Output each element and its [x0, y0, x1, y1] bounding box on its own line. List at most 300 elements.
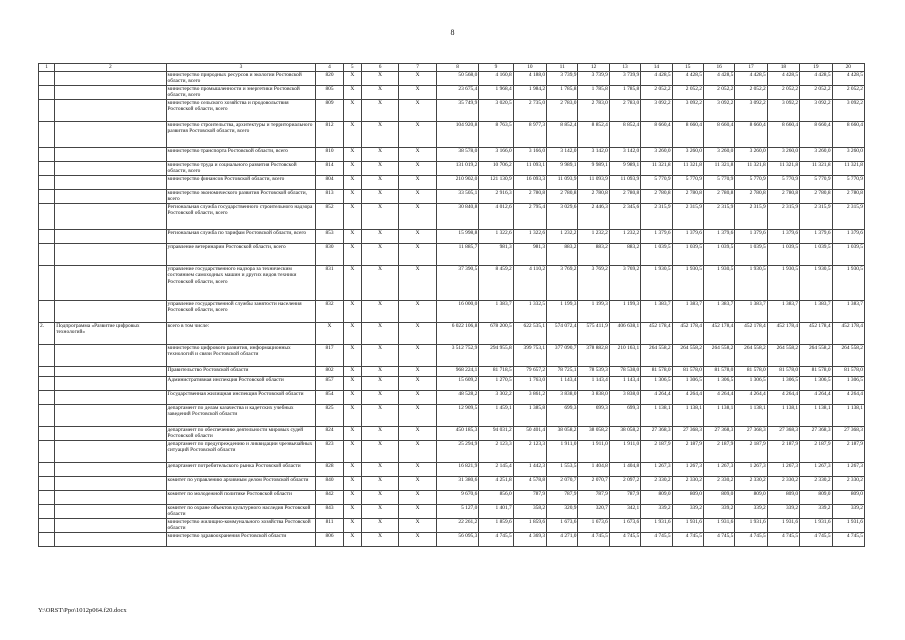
- table-cell: 2 070,7: [547, 477, 578, 491]
- table-cell: 1 383,7: [672, 301, 703, 323]
- table-cell: [39, 427, 55, 441]
- table-cell: 452 178,4: [735, 323, 767, 345]
- table-cell: X: [399, 391, 436, 405]
- subprogram-cell: [55, 301, 166, 323]
- column-header: 14: [641, 64, 672, 72]
- table-cell: 3 092,2: [641, 100, 672, 122]
- table-cell: 2 097,2: [609, 477, 640, 491]
- table-cell: [39, 405, 55, 427]
- table-cell: 699,3: [547, 405, 578, 427]
- table-cell: 2 783,0: [578, 100, 609, 122]
- table-cell: 11 093,1: [513, 162, 546, 176]
- table-row: [39, 463, 865, 477]
- table-cell: 78 725,1: [547, 367, 578, 377]
- table-row: [39, 176, 865, 190]
- row-label-cell: комитет по охране объектов культурного наследия Ростовской области: [166, 505, 316, 519]
- subprogram-cell: [55, 230, 166, 244]
- table-row: [39, 301, 865, 323]
- table-cell: 809,0: [735, 491, 767, 505]
- table-cell: 2 330,2: [703, 477, 734, 491]
- table-cell: X: [399, 377, 436, 391]
- table-cell: 2 783,0: [547, 100, 578, 122]
- row-label-cell: Правительство Ростовской области: [166, 367, 316, 377]
- table-cell: 78 538,0: [609, 367, 640, 377]
- table-cell: 802: [316, 367, 343, 377]
- table-cell: 1 138,1: [735, 405, 767, 427]
- table-cell: X: [343, 519, 361, 533]
- table-cell: 2 780,8: [672, 190, 703, 204]
- table-row: [39, 427, 865, 441]
- table-cell: 1 267,3: [703, 463, 734, 477]
- table-cell: 38 578,0: [436, 148, 479, 162]
- table-row: [39, 86, 865, 100]
- subprogram-cell: [55, 244, 166, 266]
- table-cell: 2 052,2: [641, 86, 672, 100]
- table-cell: 56 095,3: [436, 533, 479, 547]
- budget-table-container: [38, 63, 865, 547]
- table-cell: 3 166,0: [479, 148, 513, 162]
- table-cell: 5 770,9: [672, 176, 703, 190]
- row-label-cell: комитет по управлению архивным делом Ростовской области: [166, 477, 316, 491]
- table-cell: 1 931,6: [832, 519, 864, 533]
- table-cell: 79 657,2: [513, 367, 546, 377]
- table-cell: 320,9: [547, 505, 578, 519]
- table-cell: 1 379,6: [832, 230, 864, 244]
- table-cell: 1 404,8: [578, 463, 609, 477]
- table-cell: 1 138,1: [767, 405, 799, 427]
- table-cell: 377 090,7: [547, 345, 578, 367]
- row-label-cell: министерство труда и социального развития Ростовской области, всего: [166, 162, 316, 176]
- subprogram-cell: [55, 266, 166, 301]
- table-cell: 8 459,2: [479, 266, 513, 301]
- table-cell: X: [361, 230, 398, 244]
- table-cell: X: [361, 519, 398, 533]
- table-cell: 25 294,9: [436, 441, 479, 463]
- table-cell: 4 428,5: [672, 72, 703, 86]
- table-cell: 3 769,2: [547, 266, 578, 301]
- table-cell: 4 160,8: [479, 72, 513, 86]
- table-cell: 4 264,4: [672, 391, 703, 405]
- table-cell: 2 780,8: [800, 190, 832, 204]
- table-cell: 1 138,1: [800, 405, 832, 427]
- table-cell: X: [361, 463, 398, 477]
- table-cell: X: [361, 391, 398, 405]
- table-cell: 11 321,8: [832, 162, 864, 176]
- table-cell: 81 578,0: [767, 367, 799, 377]
- table-cell: [39, 477, 55, 491]
- table-cell: 5 770,9: [703, 176, 734, 190]
- table-cell: X: [361, 323, 398, 345]
- table-cell: X: [399, 427, 436, 441]
- table-cell: 2 315,9: [703, 204, 734, 230]
- table-cell: 3 142,0: [609, 148, 640, 162]
- table-row: [39, 377, 865, 391]
- table-cell: 1 383,7: [800, 301, 832, 323]
- table-cell: [39, 176, 55, 190]
- table-cell: 8 660,4: [641, 122, 672, 148]
- table-cell: 3 092,2: [832, 100, 864, 122]
- table-cell: X: [399, 405, 436, 427]
- table-cell: 1 138,1: [703, 405, 734, 427]
- table-cell: X: [343, 323, 361, 345]
- table-cell: 4 428,5: [641, 72, 672, 86]
- column-header: 10: [513, 64, 546, 72]
- table-cell: 27 368,3: [703, 427, 734, 441]
- table-cell: 1 984,2: [513, 86, 546, 100]
- table-cell: 4 428,5: [735, 72, 767, 86]
- table-cell: 16 000,0: [436, 301, 479, 323]
- table-cell: 3 512 752,9: [436, 345, 479, 367]
- table-cell: X: [343, 72, 361, 86]
- table-cell: 4 745,5: [735, 533, 767, 547]
- table-cell: 3 302,2: [479, 391, 513, 405]
- table-cell: 1 931,6: [641, 519, 672, 533]
- table-cell: 3 769,2: [609, 266, 640, 301]
- table-cell: 809,0: [800, 491, 832, 505]
- table-cell: X: [399, 441, 436, 463]
- table-cell: 27 368,3: [767, 427, 799, 441]
- table-cell: 3 092,2: [735, 100, 767, 122]
- column-header: 15: [672, 64, 703, 72]
- table-row: [39, 367, 865, 377]
- table-cell: 2 446,3: [578, 204, 609, 230]
- table-cell: 832: [316, 301, 343, 323]
- table-cell: 3 020,5: [479, 100, 513, 122]
- table-cell: X: [343, 377, 361, 391]
- table-cell: 48 528,2: [436, 391, 479, 405]
- table-cell: 2 315,9: [800, 204, 832, 230]
- table-cell: 6 022 106,8: [436, 323, 479, 345]
- table-cell: 50 401,4: [513, 427, 546, 441]
- table-cell: 1 859,6: [479, 519, 513, 533]
- table-cell: 4 428,5: [703, 72, 734, 86]
- table-cell: 5 770,9: [735, 176, 767, 190]
- table-cell: 81 578,0: [832, 367, 864, 377]
- subprogram-cell: [55, 427, 166, 441]
- table-cell: 1 199,3: [609, 301, 640, 323]
- table-cell: X: [361, 427, 398, 441]
- table-cell: 4 745,5: [672, 533, 703, 547]
- column-header: 20: [832, 64, 864, 72]
- table-cell: 1 379,6: [735, 230, 767, 244]
- column-header: 16: [703, 64, 734, 72]
- table-cell: 5 770,9: [800, 176, 832, 190]
- table-cell: 1 379,6: [767, 230, 799, 244]
- table-cell: 11 093,9: [547, 176, 578, 190]
- row-label-cell: Региональная служба по тарифам Ростовской области, всего: [166, 230, 316, 244]
- table-cell: 8 660,4: [832, 122, 864, 148]
- table-cell: 1 306,5: [672, 377, 703, 391]
- table-cell: 3 260,0: [641, 148, 672, 162]
- table-cell: 787,9: [609, 491, 640, 505]
- row-label-cell: комитет по молодежной политике Ростовской области: [166, 491, 316, 505]
- table-cell: 1 383,7: [641, 301, 672, 323]
- table-cell: 1 379,6: [703, 230, 734, 244]
- column-header: 6: [361, 64, 398, 72]
- row-label-cell: Государственная жилищная инспекция Ростовской области: [166, 391, 316, 405]
- table-cell: 1 306,5: [641, 377, 672, 391]
- table-cell: 399 753,1: [513, 345, 546, 367]
- table-cell: 787,9: [578, 491, 609, 505]
- table-cell: X: [361, 176, 398, 190]
- table-cell: 27 368,3: [832, 427, 864, 441]
- subprogram-cell: [55, 477, 166, 491]
- table-cell: 1 306,5: [832, 377, 864, 391]
- table-cell: 831: [316, 266, 343, 301]
- subprogram-cell: [55, 86, 166, 100]
- table-row: [39, 162, 865, 176]
- table-cell: 809,0: [672, 491, 703, 505]
- table-cell: 1 459,1: [479, 405, 513, 427]
- table-cell: 3 142,0: [547, 148, 578, 162]
- table-cell: 2 187,9: [672, 441, 703, 463]
- column-header: 13: [609, 64, 640, 72]
- table-cell: 8 852,4: [547, 122, 578, 148]
- table-cell: 1 267,3: [672, 463, 703, 477]
- subprogram-cell: [55, 519, 166, 533]
- table-cell: 3 029,6: [547, 204, 578, 230]
- column-header: 17: [735, 64, 767, 72]
- table-cell: 1 199,3: [578, 301, 609, 323]
- table-cell: 883,2: [578, 244, 609, 266]
- table-cell: X: [343, 491, 361, 505]
- table-cell: 813: [316, 190, 343, 204]
- table-cell: X: [399, 230, 436, 244]
- table-cell: 1 039,5: [703, 244, 734, 266]
- table-cell: 1 383,7: [735, 301, 767, 323]
- table-cell: 2 780,8: [735, 190, 767, 204]
- table-cell: 1 322,6: [479, 230, 513, 244]
- table-cell: 3 838,0: [609, 391, 640, 405]
- table-cell: 35 749,9: [436, 100, 479, 122]
- table-cell: 4 264,4: [832, 391, 864, 405]
- table-cell: 2 916,3: [479, 190, 513, 204]
- table-cell: 3 142,0: [578, 148, 609, 162]
- table-cell: [39, 162, 55, 176]
- table-cell: 809,0: [703, 491, 734, 505]
- table-cell: 1 383,7: [479, 301, 513, 323]
- table-cell: X: [361, 367, 398, 377]
- table-cell: 1 930,5: [767, 266, 799, 301]
- table-cell: 814: [316, 162, 343, 176]
- table-cell: 8 763,5: [479, 122, 513, 148]
- table-cell: 452 178,4: [800, 323, 832, 345]
- subprogram-cell: [55, 162, 166, 176]
- table-cell: X: [343, 505, 361, 519]
- table-cell: 38 058,2: [547, 427, 578, 441]
- table-cell: 104 920,8: [436, 122, 479, 148]
- table-cell: 10 706,2: [479, 162, 513, 176]
- subprogram-cell: Подпрограмма «Развитие цифровых технологий»: [55, 323, 166, 345]
- table-cell: 824: [316, 427, 343, 441]
- table-cell: 339,2: [735, 505, 767, 519]
- table-cell: 1 267,3: [641, 463, 672, 477]
- table-cell: 81 578,0: [641, 367, 672, 377]
- table-cell: 131 019,2: [436, 162, 479, 176]
- table-cell: 339,2: [703, 505, 734, 519]
- row-label-cell: департамент по обеспечению деятельности мировых судей Ростовской области: [166, 427, 316, 441]
- subprogram-cell: [55, 405, 166, 427]
- table-cell: X: [343, 122, 361, 148]
- column-header: 9: [479, 64, 513, 72]
- table-cell: X: [343, 176, 361, 190]
- table-cell: X: [343, 148, 361, 162]
- table-cell: 264 558,2: [672, 345, 703, 367]
- table-cell: 3 260,0: [800, 148, 832, 162]
- table-cell: 342,1: [609, 505, 640, 519]
- table-cell: 2 187,9: [832, 441, 864, 463]
- table-cell: 1 379,6: [672, 230, 703, 244]
- table-cell: 4 745,5: [767, 533, 799, 547]
- table-cell: [39, 377, 55, 391]
- table-cell: 8 852,4: [578, 122, 609, 148]
- table-cell: X: [361, 301, 398, 323]
- table-cell: 1 930,5: [641, 266, 672, 301]
- table-cell: 1 267,3: [800, 463, 832, 477]
- column-header: 12: [578, 64, 609, 72]
- table-cell: X: [399, 100, 436, 122]
- table-cell: 3 861,2: [513, 391, 546, 405]
- table-cell: 1 379,6: [800, 230, 832, 244]
- subprogram-cell: [55, 491, 166, 505]
- table-cell: 1 931,6: [672, 519, 703, 533]
- table-cell: X: [361, 148, 398, 162]
- table-cell: 1 859,6: [513, 519, 546, 533]
- table-cell: [39, 491, 55, 505]
- table-cell: X: [343, 391, 361, 405]
- table-cell: 1 039,5: [735, 244, 767, 266]
- row-label-cell: министерство финансов Ростовской области, всего: [166, 176, 316, 190]
- table-cell: 121 130,9: [479, 176, 513, 190]
- table-cell: X: [361, 345, 398, 367]
- table-cell: 2 070,7: [578, 477, 609, 491]
- table-cell: 1 306,5: [735, 377, 767, 391]
- subprogram-cell: [55, 204, 166, 230]
- table-cell: 842: [316, 491, 343, 505]
- table-cell: 1 383,7: [832, 301, 864, 323]
- table-cell: 81 578,0: [703, 367, 734, 377]
- table-cell: 1 931,6: [767, 519, 799, 533]
- table-cell: 4 745,5: [609, 533, 640, 547]
- table-cell: 11 321,8: [703, 162, 734, 176]
- table-cell: X: [399, 72, 436, 86]
- table-cell: 81 578,0: [672, 367, 703, 377]
- table-cell: 1 306,5: [703, 377, 734, 391]
- table-cell: 2 780,8: [578, 190, 609, 204]
- table-cell: 8 660,4: [703, 122, 734, 148]
- table-cell: [39, 230, 55, 244]
- row-label-cell: министерство транспорта Ростовской области, всего: [166, 148, 316, 162]
- table-cell: 4 428,5: [767, 72, 799, 86]
- table-cell: 11 321,8: [735, 162, 767, 176]
- table-cell: 1 270,5: [479, 377, 513, 391]
- table-cell: X: [343, 230, 361, 244]
- table-cell: 2 780,8: [513, 190, 546, 204]
- table-cell: 809: [316, 100, 343, 122]
- table-cell: 852: [316, 204, 343, 230]
- table-row: [39, 491, 865, 505]
- table-cell: 339,2: [672, 505, 703, 519]
- column-header: 7: [399, 64, 436, 72]
- table-cell: X: [343, 204, 361, 230]
- table-cell: 2 330,2: [735, 477, 767, 491]
- table-cell: 2 123,3: [479, 441, 513, 463]
- table-row: [39, 230, 865, 244]
- table-cell: 1 673,6: [609, 519, 640, 533]
- table-cell: [39, 266, 55, 301]
- table-cell: 2.: [39, 323, 55, 345]
- table-cell: 1 931,6: [800, 519, 832, 533]
- table-cell: 1 442,3: [513, 463, 546, 477]
- table-cell: 3 739,9: [578, 72, 609, 86]
- table-cell: 2 330,2: [832, 477, 864, 491]
- table-cell: 825: [316, 405, 343, 427]
- table-cell: 27 368,3: [800, 427, 832, 441]
- table-cell: 4 110,2: [513, 266, 546, 301]
- table-cell: 2 735,0: [513, 100, 546, 122]
- table-cell: X: [399, 301, 436, 323]
- table-cell: 4 188,0: [513, 72, 546, 86]
- column-header: 11: [547, 64, 578, 72]
- table-cell: 1 930,5: [672, 266, 703, 301]
- table-row: [39, 72, 865, 86]
- table-cell: 981,3: [479, 244, 513, 266]
- table-cell: 699,3: [609, 405, 640, 427]
- table-cell: 5 770,9: [832, 176, 864, 190]
- table-cell: 2 780,8: [547, 190, 578, 204]
- table-cell: 1 383,7: [703, 301, 734, 323]
- table-cell: 1 673,6: [547, 519, 578, 533]
- table-cell: 1 930,5: [800, 266, 832, 301]
- table-cell: 2 187,9: [641, 441, 672, 463]
- table-cell: 339,2: [641, 505, 672, 519]
- table-cell: 23 675,4: [436, 86, 479, 100]
- table-cell: 830: [316, 244, 343, 266]
- table-cell: 11 093,9: [578, 176, 609, 190]
- table-cell: X: [343, 441, 361, 463]
- table-cell: X: [343, 463, 361, 477]
- table-cell: 1 785,8: [578, 86, 609, 100]
- table-cell: 787,9: [513, 491, 546, 505]
- table-cell: 1 267,3: [735, 463, 767, 477]
- table-cell: 264 558,2: [767, 345, 799, 367]
- table-cell: 9 989,1: [547, 162, 578, 176]
- column-header: 1: [39, 64, 55, 72]
- table-cell: 1 039,5: [800, 244, 832, 266]
- table-cell: 4 264,4: [703, 391, 734, 405]
- subprogram-cell: [55, 190, 166, 204]
- table-cell: X: [399, 533, 436, 547]
- table-cell: 1 267,3: [767, 463, 799, 477]
- table-cell: 2 780,8: [609, 190, 640, 204]
- table-cell: 1 306,5: [767, 377, 799, 391]
- table-cell: 15 609,2: [436, 377, 479, 391]
- table-cell: 4 745,5: [800, 533, 832, 547]
- table-cell: 8 977,3: [513, 122, 546, 148]
- table-cell: X: [343, 162, 361, 176]
- table-cell: X: [361, 122, 398, 148]
- table-cell: X: [361, 266, 398, 301]
- table-cell: 339,2: [832, 505, 864, 519]
- table-cell: X: [343, 533, 361, 547]
- table-cell: 210 902,0: [436, 176, 479, 190]
- table-cell: 3 838,0: [578, 391, 609, 405]
- table-cell: 2 187,9: [735, 441, 767, 463]
- table-cell: 3 260,0: [703, 148, 734, 162]
- table-cell: 2 123,3: [513, 441, 546, 463]
- table-cell: 4 428,5: [832, 72, 864, 86]
- table-cell: 2 315,9: [641, 204, 672, 230]
